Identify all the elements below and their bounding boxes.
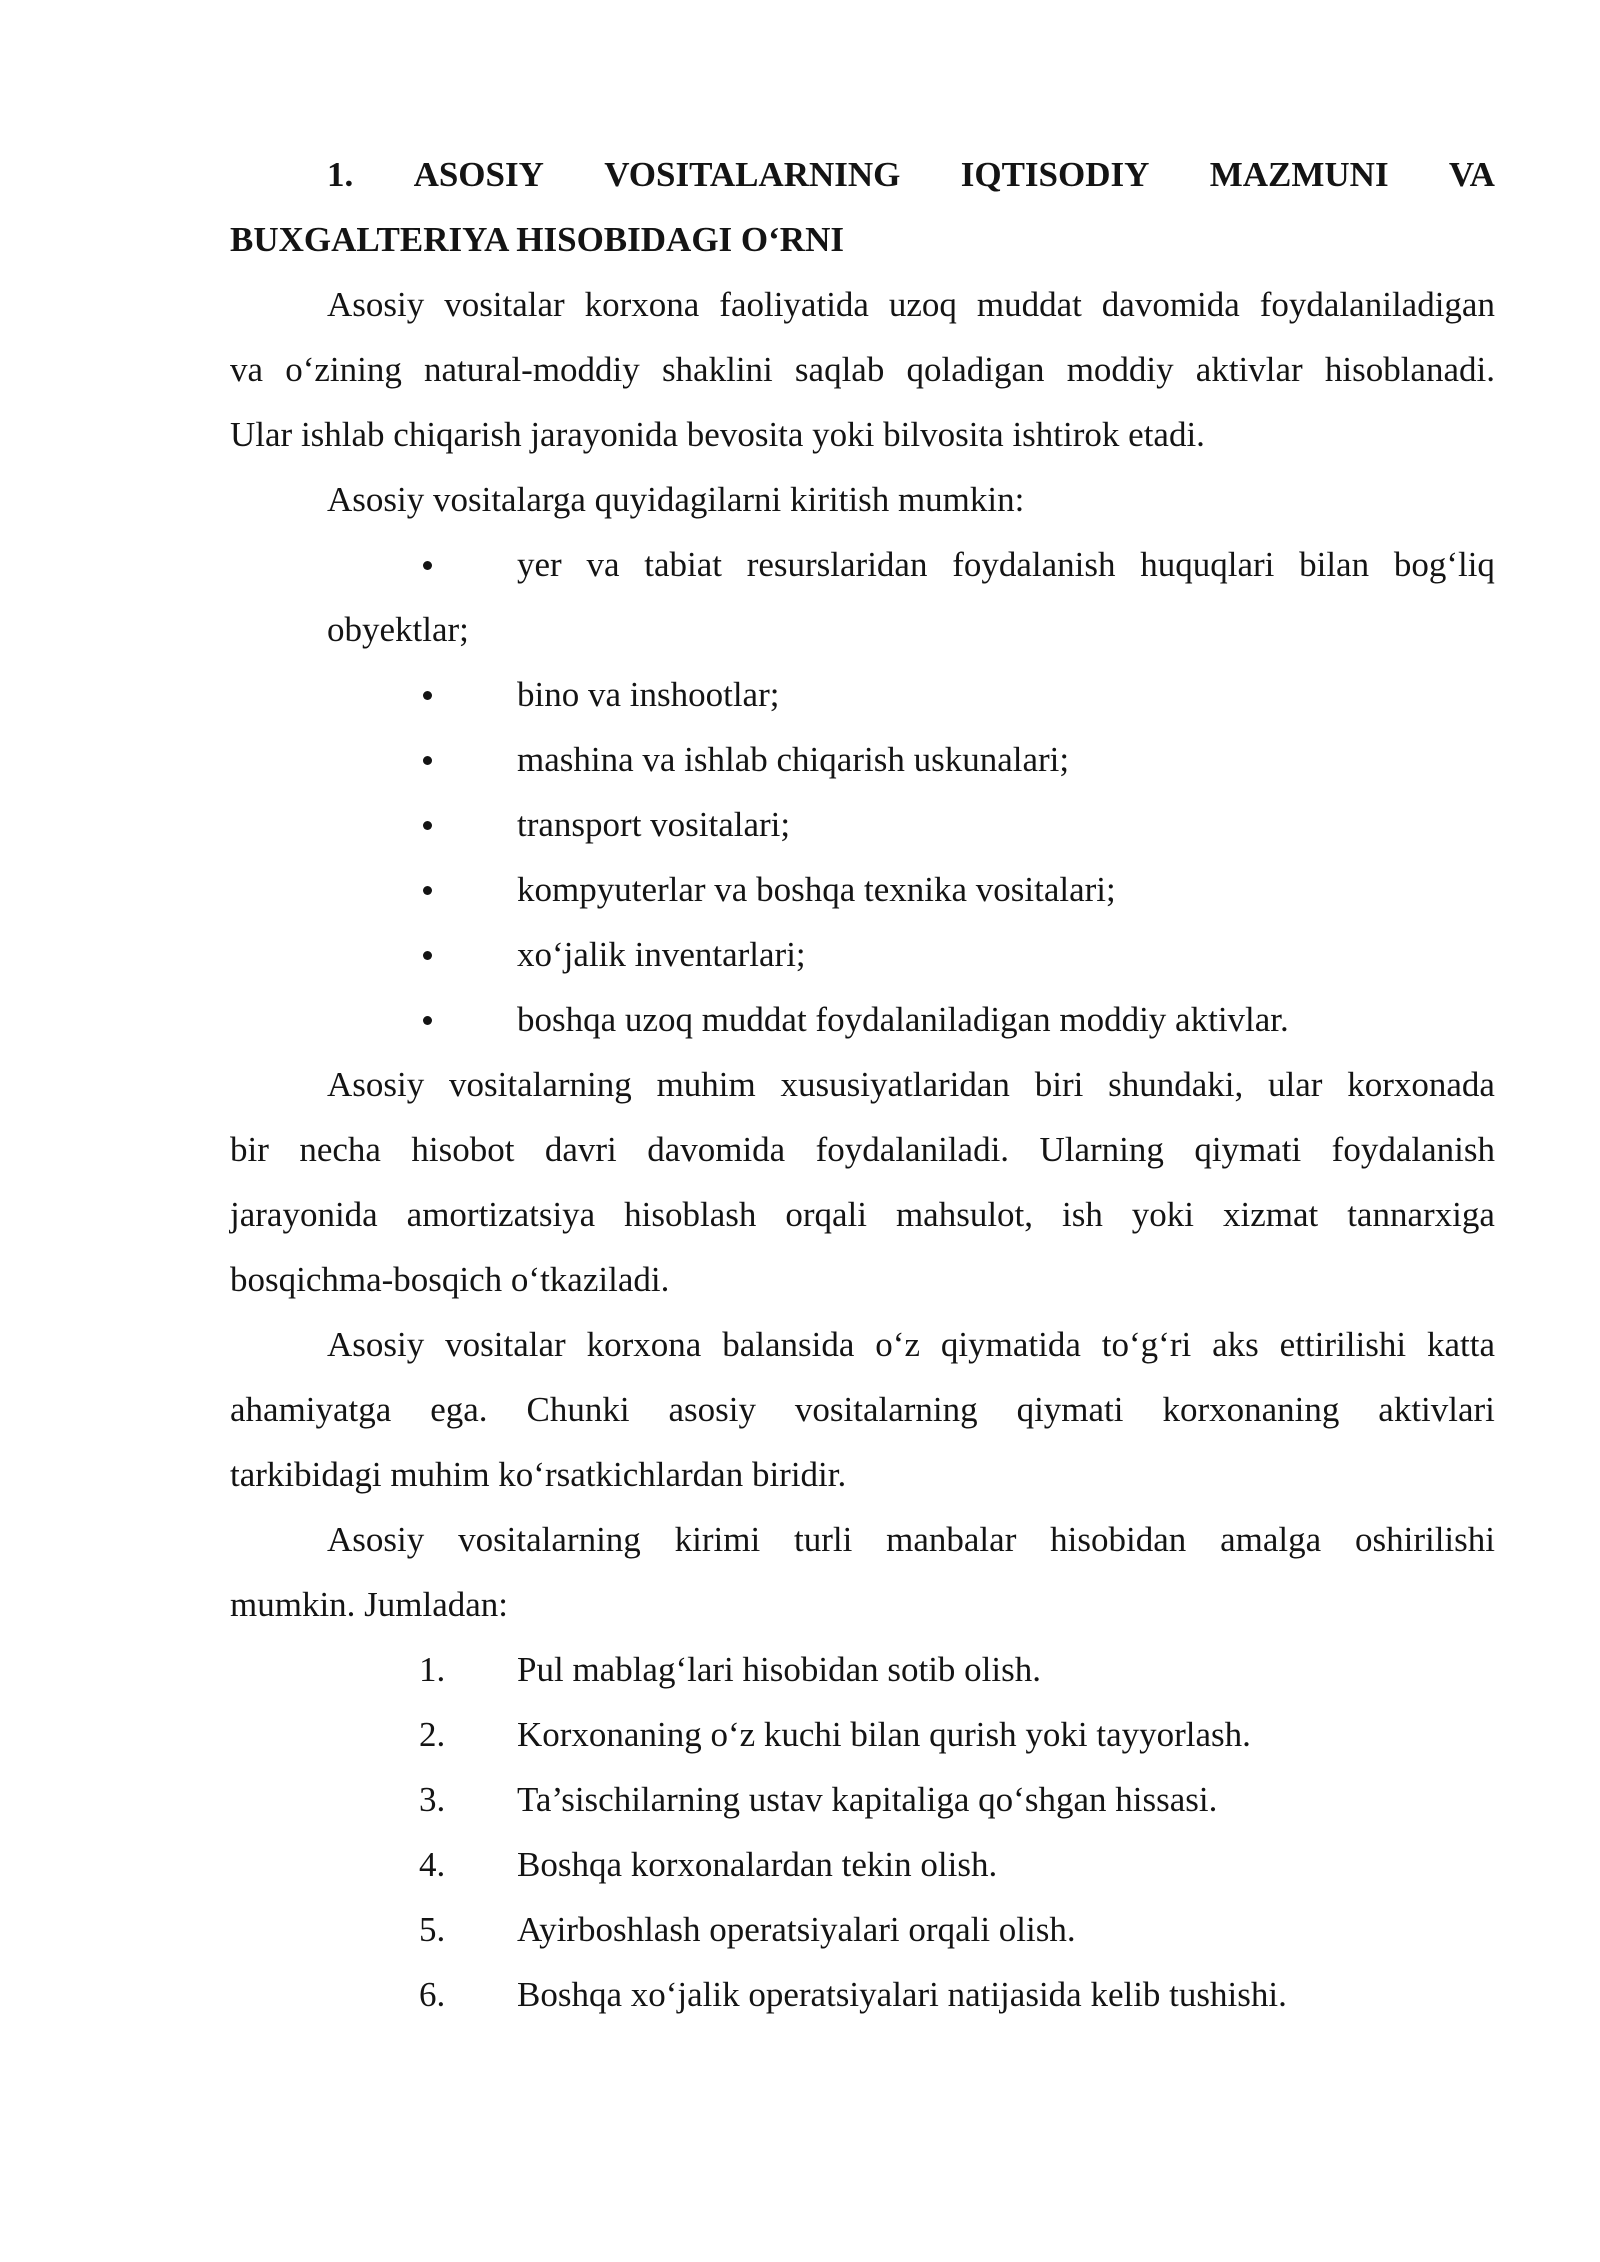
word: bog‘liq <box>1393 545 1495 584</box>
bullet-item-text: kompyuterlar va boshqa texnika vositalari; <box>517 870 1116 909</box>
word: jarayonida <box>230 1195 378 1234</box>
word: vositalar <box>445 1325 566 1364</box>
word: ASOSIY <box>413 155 544 194</box>
bullet-marker <box>419 800 479 850</box>
word: korxonaning <box>1162 1390 1340 1429</box>
word: tabiat <box>644 545 722 584</box>
word: 1. <box>327 155 354 194</box>
word: yer <box>517 545 562 584</box>
word: natural-moddiy <box>424 350 640 389</box>
word: Asosiy <box>327 285 425 324</box>
word: shundaki, <box>1108 1065 1244 1104</box>
word: Asosiy <box>327 1065 425 1104</box>
word: bir <box>230 1130 269 1169</box>
word: amortizatsiya <box>406 1195 596 1234</box>
bullet-item-text: transport vositalari; <box>517 805 791 844</box>
paragraph-1-line-2 <box>230 345 1495 395</box>
word: vositalarning <box>794 1390 978 1429</box>
word: bilan <box>1299 545 1370 584</box>
word: ahamiyatga <box>230 1390 392 1429</box>
word: IQTISODIY <box>960 155 1150 194</box>
bullet-item-text: xo‘jalik inventarlari; <box>517 935 806 974</box>
word: va <box>586 545 620 584</box>
word: VOSITALARNING <box>604 155 901 194</box>
word: asosiy <box>668 1390 756 1429</box>
word: amalga <box>1220 1520 1322 1559</box>
list-item-text: Ayirboshlash operatsiyalari orqali olish. <box>517 1910 1076 1949</box>
word: balansida <box>722 1325 855 1364</box>
word: foydalaniladigan <box>1259 285 1495 324</box>
word: ega. <box>430 1390 488 1429</box>
list-number: 5. <box>419 1910 446 1949</box>
word: muddat <box>976 285 1082 324</box>
word: vositalarning <box>449 1065 632 1104</box>
bullet-marker <box>419 670 479 720</box>
bullet-item-text: bino va inshootlar; <box>517 675 780 714</box>
word: faoliyatida <box>719 285 869 324</box>
word: hisoblash <box>624 1195 757 1234</box>
word: korxonada <box>1347 1065 1495 1104</box>
word: resurslaridan <box>746 545 928 584</box>
word: muhim <box>656 1065 756 1104</box>
word: uzoq <box>888 285 957 324</box>
word: yoki <box>1131 1195 1195 1234</box>
list-number: 6. <box>419 1975 446 2014</box>
word: va <box>230 350 264 389</box>
paragraph-5-line-1 <box>327 1515 1495 1565</box>
bullet-marker <box>419 995 479 1045</box>
list-item-text: Boshqa korxonalardan tekin olish. <box>517 1845 998 1884</box>
word: qiymati <box>1016 1390 1124 1429</box>
word: aks <box>1212 1325 1259 1364</box>
list-number: 3. <box>419 1780 446 1819</box>
list-number: 1. <box>419 1650 446 1689</box>
word: davomida <box>647 1130 786 1169</box>
paragraph-4-line-1 <box>327 1320 1495 1370</box>
word: shaklini <box>661 350 773 389</box>
word: saqlab <box>794 350 885 389</box>
list-item-text: Boshqa xo‘jalik operatsiyalari natijasida kelib tushishi. <box>517 1975 1287 2014</box>
heading-line-2: BUXGALTERIYA HISOBIDAGI O‘RNI <box>230 220 844 259</box>
list-item-text: Pul mablag‘lari hisobidan sotib olish. <box>517 1650 1041 1689</box>
word: Asosiy <box>327 1325 425 1364</box>
bullet-item-text-line-2: obyektlar; <box>327 610 469 649</box>
word: davri <box>544 1130 617 1169</box>
word: turli <box>794 1520 853 1559</box>
word: katta <box>1426 1325 1495 1364</box>
bullet-marker <box>419 865 479 915</box>
paragraph-2: Asosiy vositalarga quyidagilarni kiritish mumkin: <box>327 480 1025 519</box>
word: mahsulot, <box>895 1195 1034 1234</box>
paragraph-5-line-2: mumkin. Jumladan: <box>230 1585 509 1624</box>
word: manbalar <box>886 1520 1017 1559</box>
word: huquqlari <box>1140 545 1275 584</box>
word: vositalar <box>444 285 565 324</box>
word: vositalarning <box>458 1520 641 1559</box>
word: qoladigan <box>906 350 1045 389</box>
bullet-marker <box>419 735 479 785</box>
word: o‘z <box>875 1325 920 1364</box>
paragraph-4-line-2 <box>230 1385 1495 1435</box>
word: korxona <box>586 1325 702 1364</box>
paragraph-4-line-3: tarkibidagi muhim ko‘rsatkichlardan biridir. <box>230 1455 847 1494</box>
paragraph-1-line-1 <box>327 280 1495 330</box>
bullet-marker <box>419 540 479 590</box>
word: ettirilishi <box>1279 1325 1407 1364</box>
word: aktivlar <box>1195 350 1303 389</box>
heading-line-1 <box>327 150 1495 200</box>
word: aktivlari <box>1378 1390 1495 1429</box>
word: qiymati <box>1194 1130 1302 1169</box>
word: o‘zining <box>285 350 402 389</box>
word: Ularning <box>1039 1130 1164 1169</box>
word: Asosiy <box>327 1520 425 1559</box>
word: ular <box>1268 1065 1323 1104</box>
word: xususiyatlaridan <box>780 1065 1010 1104</box>
list-item-text: Korxonaning o‘z kuchi bilan qurish yoki tayyorlash. <box>517 1715 1251 1754</box>
word: foydalanish <box>952 545 1116 584</box>
word: necha <box>299 1130 381 1169</box>
paragraph-3-line-2 <box>230 1125 1495 1175</box>
word: hisobot <box>411 1130 515 1169</box>
list-number: 2. <box>419 1715 446 1754</box>
bullet-item-text: mashina va ishlab chiqarish uskunalari; <box>517 740 1070 779</box>
word: tannarxiga <box>1347 1195 1495 1234</box>
word: xizmat <box>1222 1195 1319 1234</box>
word: to‘g‘ri <box>1101 1325 1192 1364</box>
list-item-text: Ta’sischilarning ustav kapitaliga qo‘shgan hissasi. <box>517 1780 1218 1819</box>
word: Chunki <box>526 1390 630 1429</box>
paragraph-3-line-4: bosqichma-bosqich o‘tkaziladi. <box>230 1260 670 1299</box>
word: hisoblanadi. <box>1324 350 1495 389</box>
word: orqali <box>785 1195 867 1234</box>
word: davomida <box>1101 285 1240 324</box>
word: foydalanish <box>1331 1130 1495 1169</box>
bullet-item-text-line-1 <box>517 540 1495 590</box>
bullet-item-text: boshqa uzoq muddat foydalaniladigan moddiy aktivlar. <box>517 1000 1289 1039</box>
word: korxona <box>584 285 700 324</box>
word: qiymatida <box>940 1325 1081 1364</box>
word: MAZMUNI <box>1209 155 1389 194</box>
list-number: 4. <box>419 1845 446 1884</box>
word: oshirilishi <box>1354 1520 1495 1559</box>
word: biri <box>1034 1065 1084 1104</box>
word: hisobidan <box>1050 1520 1187 1559</box>
paragraph-3-line-3 <box>230 1190 1495 1240</box>
word: kirimi <box>674 1520 761 1559</box>
word: foydalaniladi. <box>815 1130 1010 1169</box>
word: ish <box>1061 1195 1103 1234</box>
word: moddiy <box>1066 350 1174 389</box>
paragraph-3-line-1 <box>327 1060 1495 1110</box>
bullet-marker <box>419 930 479 980</box>
word: VA <box>1448 155 1495 194</box>
paragraph-1-line-3: Ular ishlab chiqarish jarayonida bevosita yoki bilvosita ishtirok etadi. <box>230 415 1205 454</box>
